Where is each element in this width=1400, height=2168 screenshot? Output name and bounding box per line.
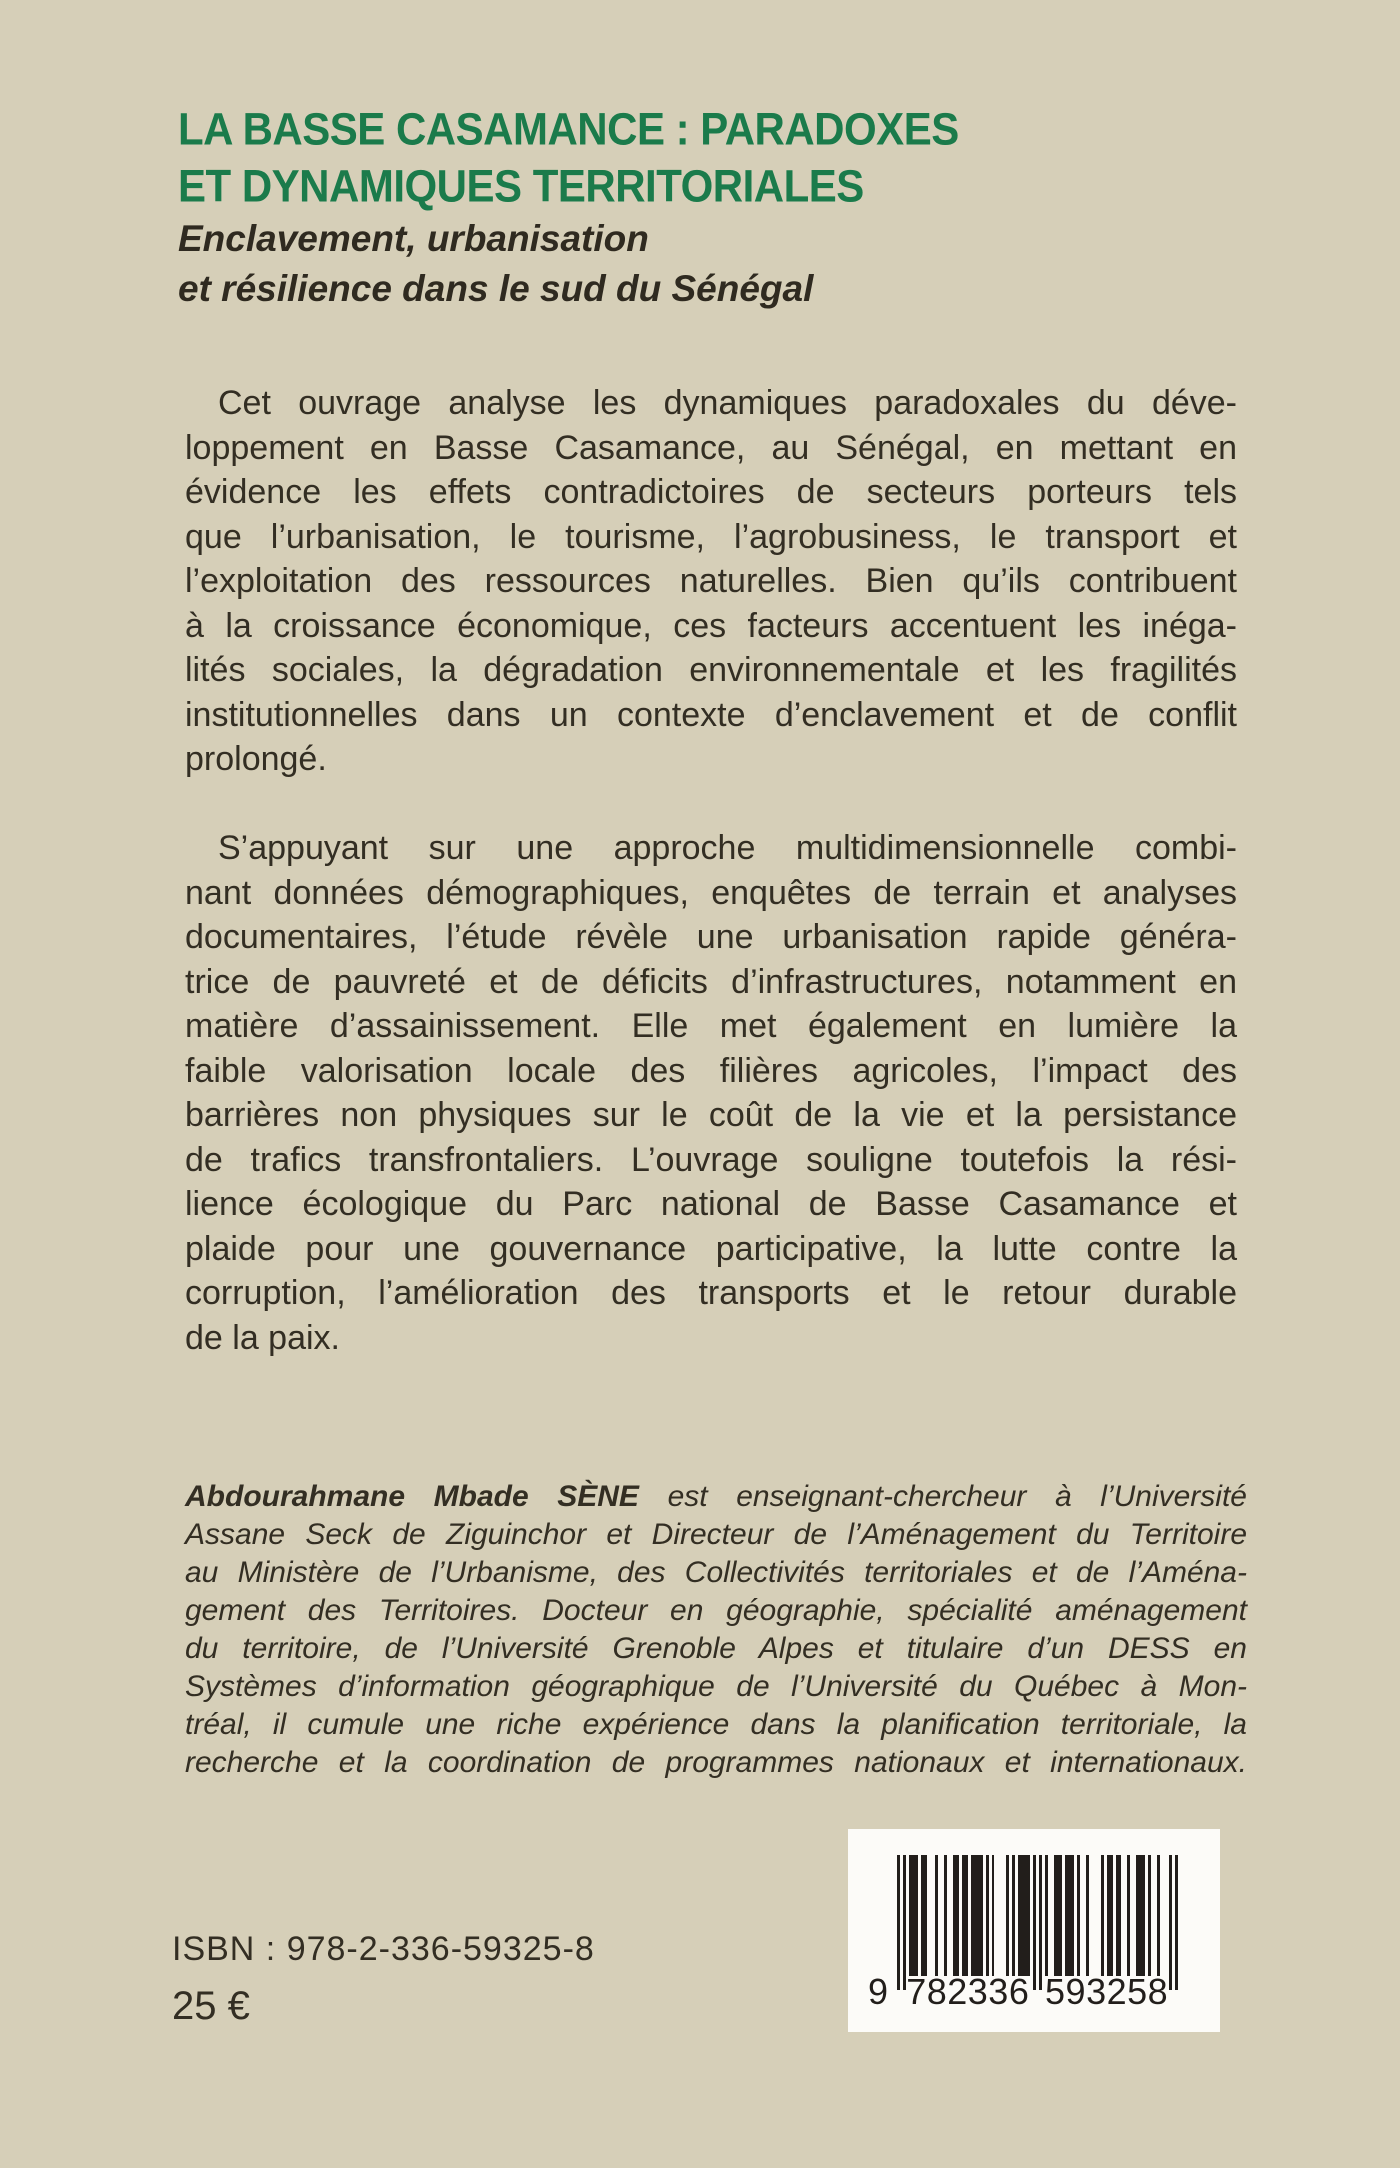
synopsis-line: barrières non physiques sur le coût de la vie et la persistance — [185, 1096, 1237, 1134]
barcode-module — [1175, 1855, 1178, 1990]
barcode-digit-prefix: 9 — [868, 1971, 889, 2012]
author-bio — [185, 1478, 1247, 1782]
synopsis-line: l’exploitation des ressources naturelles. Bien qu’ils contribuent — [185, 562, 1237, 600]
synopsis-line: évidence les effets contradictoires de secteurs porteurs tels — [185, 473, 1237, 511]
bio-line: tréal, il cumule une riche expérience dans la planification territoriale, la — [185, 1708, 1247, 1741]
price-text: 25 € — [172, 1984, 250, 2028]
synopsis-line: prolongé. — [185, 740, 327, 778]
bio-line: du territoire, de l’Université Grenoble Alpes et titulaire d’un DESS en — [185, 1632, 1247, 1665]
barcode-panel — [848, 1829, 1220, 2032]
bio-line — [185, 1478, 1247, 1516]
synopsis-line: lités sociales, la dégradation environnementale et les fragilités — [185, 651, 1237, 689]
book-title-line-1: LA BASSE CASAMANCE : PARADOXES — [178, 103, 959, 155]
barcode-digits-right: 593258 — [1045, 1971, 1169, 2012]
synopsis-line: de trafics transfrontaliers. L’ouvrage souligne toutefois la rési- — [185, 1140, 1237, 1179]
title-block — [178, 98, 959, 212]
synopsis-line: Cet ouvrage analyse les dynamiques paradoxales du déve- — [218, 384, 1237, 422]
synopsis-line: S’appuyant sur une approche multidimensionnelle combi- — [218, 829, 1237, 867]
synopsis-line: loppement en Basse Casamance, au Sénégal, en mettant en — [185, 428, 1237, 467]
bio-line: Assane Seck de Ziguinchor et Directeur de l’Aménagement du Territoire — [185, 1518, 1247, 1551]
barcode-digits-left: 782336 — [906, 1971, 1030, 2012]
synopsis-line: à la croissance économique, ces facteurs accentuent les inéga- — [185, 606, 1237, 645]
book-title-line-2: ET DYNAMIQUES TERRITORIALES — [178, 160, 864, 212]
bio-line: recherche et la coordination de programmes nationaux et internationaux. — [185, 1746, 1247, 1779]
bio-line: gement des Territoires. Docteur en géographie, spécialité aménagement — [185, 1594, 1247, 1627]
barcode-bars — [897, 1855, 1178, 1990]
subtitle-block — [178, 214, 813, 314]
synopsis-line: trice de pauvreté et de déficits d’infrastructures, notamment en — [185, 962, 1237, 1001]
author-name: Abdourahmane Mbade SÈNE — [185, 1480, 639, 1513]
synopsis-line: documentaires, l’étude révèle une urbanisation rapide généra- — [185, 918, 1237, 956]
barcode-number — [868, 1971, 1178, 2012]
synopsis-line: nant données démographiques, enquêtes de terrain et analyses — [185, 873, 1237, 912]
bio-line-1-rest: est enseignant-chercheur à l’Université — [667, 1480, 1247, 1513]
synopsis-line: institutionnelles dans un contexte d’enclavement et de conflit — [185, 695, 1237, 734]
synopsis-line: que l’urbanisation, le tourisme, l’agrobusiness, le transport et — [185, 517, 1237, 556]
synopsis-line: plaide pour une gouvernance participative, la lutte contre la — [185, 1229, 1237, 1268]
synopsis-line: corruption, l’amélioration des transports et le retour durable — [185, 1274, 1237, 1312]
bio-line: Systèmes d’information géographique de l’Université du Québec à Mon- — [185, 1670, 1247, 1703]
book-subtitle-line-1: Enclavement, urbanisation — [178, 218, 649, 259]
synopsis-line: faible valorisation locale des filières agricoles, l’impact des — [185, 1051, 1237, 1090]
synopsis-line: matière d’assainissement. Elle met également en lumière la — [185, 1007, 1237, 1045]
isbn-text: ISBN : 978-2-336-59325-8 — [172, 1930, 595, 1968]
synopsis-line: de la paix. — [185, 1318, 340, 1357]
synopsis-line: lience écologique du Parc national de Basse Casamance et — [185, 1185, 1237, 1223]
book-subtitle-line-2: et résilience dans le sud du Sénégal — [178, 268, 814, 309]
synopsis-paragraph-1 — [185, 381, 1237, 782]
synopsis-paragraph-2 — [185, 826, 1237, 1360]
bio-line: au Ministère de l’Urbanisme, des Collectivités territoriales et de l’Aména- — [185, 1556, 1247, 1589]
